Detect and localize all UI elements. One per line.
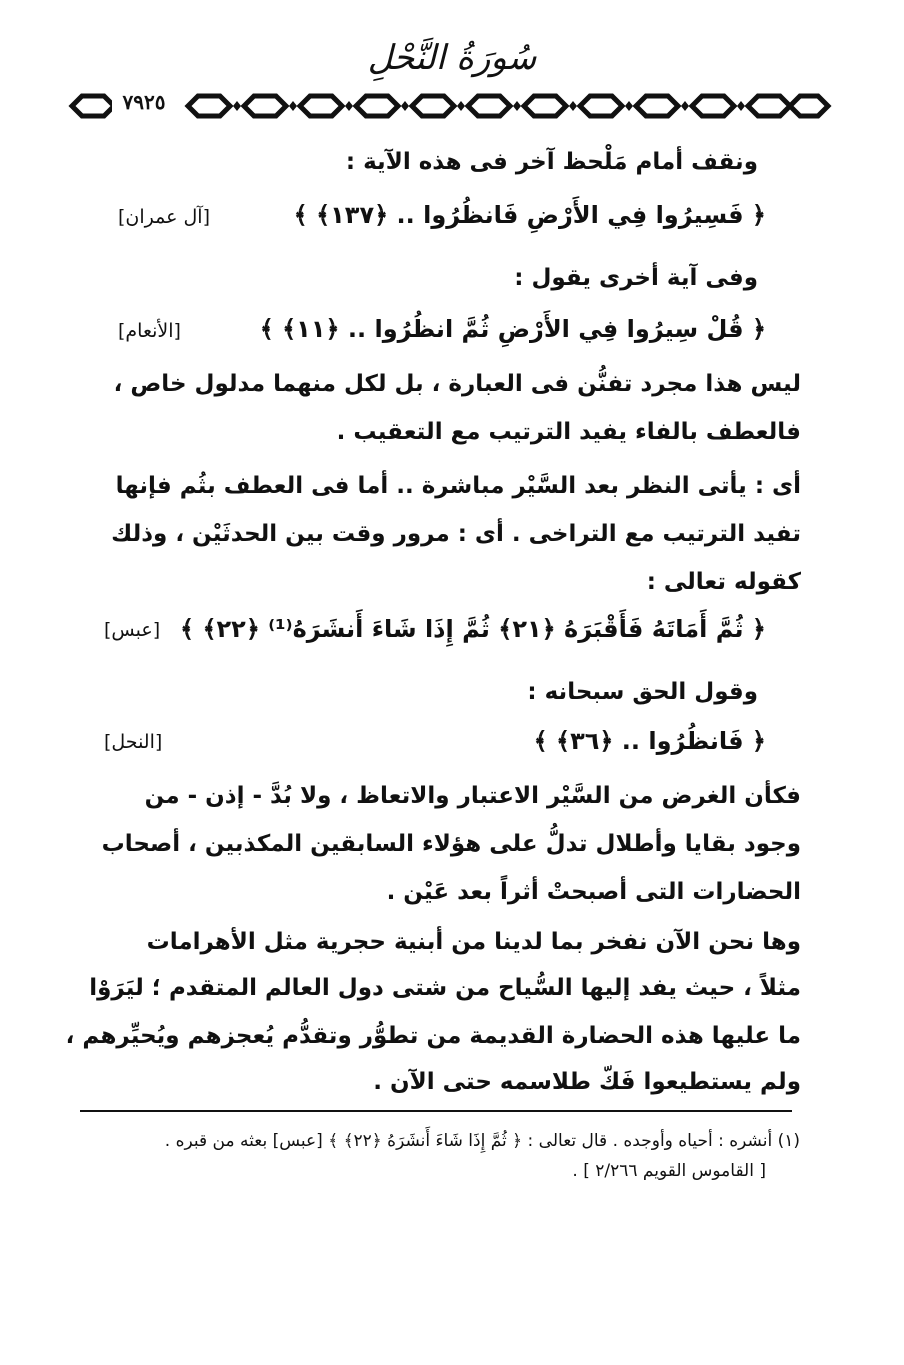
text-line: ولم يستطيعوا فَكّ طلاسمه حتى الآن .: [373, 1069, 801, 1095]
page-number: ٧٩٢٥: [112, 91, 176, 113]
verse-reference: [الأنعام]: [118, 320, 181, 342]
text-line: وها نحن الآن نفخر بما لدينا من أبنية حجرية مثل الأهرامات: [146, 929, 801, 955]
quran-verse: ﴿ ثُمَّ أَمَاتَهُ فَأَقْبَرَهُ ﴿٢١﴾ ثُمَّ إِذَا شَاءَ أَنشَرَهُ⁽¹⁾ ﴿٢٢﴾ ﴾: [180, 615, 766, 643]
text-line: فكأن الغرض من السَّيْر الاعتبار والاتعاظ ، ولا بُدَّ - إذن - من: [144, 783, 801, 809]
text-line: أى : يأتى النظر بعد السَّيْر مباشرة .. أما فى العطف بثُم فإنها: [115, 473, 801, 499]
text-line: ليس هذا مجرد تفنُّن فى العبارة ، بل لكل منهما مدلول خاص ،: [113, 371, 801, 397]
quran-verse: ﴿ فَسِيرُوا فِي الأَرْضِ فَانظُرُوا .. ﴿١٣٧﴾ ﴾: [293, 201, 766, 229]
text-line: وقول الحق سبحانه :: [527, 679, 758, 705]
footnote-line: (١) أنشره : أحياه وأوجده . قال تعالى : ﴿ ثُمَّ إِذَا شَاءَ أَنشَرَهُ ﴿٢٢﴾ ﴾ [عبس] بعثه من قبره .: [164, 1131, 800, 1151]
footnote-divider: [80, 1110, 792, 1112]
text-line: وجود بقايا وأطلال تدلُّ على هؤلاء السابقين المكذبين ، أصحاب: [101, 831, 801, 857]
verse-reference: [آل عمران]: [118, 206, 210, 228]
text-line: الحضارات التى أصبحتْ أثراً بعد عَيْن .: [386, 879, 801, 905]
header-ornament-border: [68, 88, 832, 124]
verse-reference: [النحل]: [104, 731, 163, 753]
verse-reference: [عبس]: [104, 619, 161, 641]
text-line: وفى آية أخرى يقول :: [514, 265, 758, 291]
footnote-line: [ القاموس القويم ٢/٢٦٦ ] .: [572, 1161, 766, 1181]
surah-title: سُورَةُ النَّحْلِ: [367, 38, 537, 78]
text-line: مثلاً ، حيث يفد إليها السُّياح من شتى دول العالم المتقدم ؛ ليَرَوْا: [89, 975, 801, 1001]
text-line: تفيد الترتيب مع التراخى . أى : مرور وقت بين الحدثَيْن ، وذلك: [111, 521, 801, 547]
quran-verse: ﴿ قُلْ سِيرُوا فِي الأَرْضِ ثُمَّ انظُرُوا .. ﴿١١﴾ ﴾: [259, 315, 766, 343]
quran-verse: ﴿ فَانظُرُوا .. ﴿٣٦﴾ ﴾: [533, 727, 766, 755]
text-line: كقوله تعالى :: [646, 569, 801, 595]
text-line: ونقف أمام مَلْحظ آخر فى هذه الآية :: [345, 149, 758, 175]
text-line: فالعطف بالفاء يفيد الترتيب مع التعقيب .: [336, 419, 801, 445]
text-line: ما عليها هذه الحضارة القديمة من تطوُّر وتقدُّم يُعجزهم ويُحيِّرهم ،: [65, 1023, 801, 1049]
